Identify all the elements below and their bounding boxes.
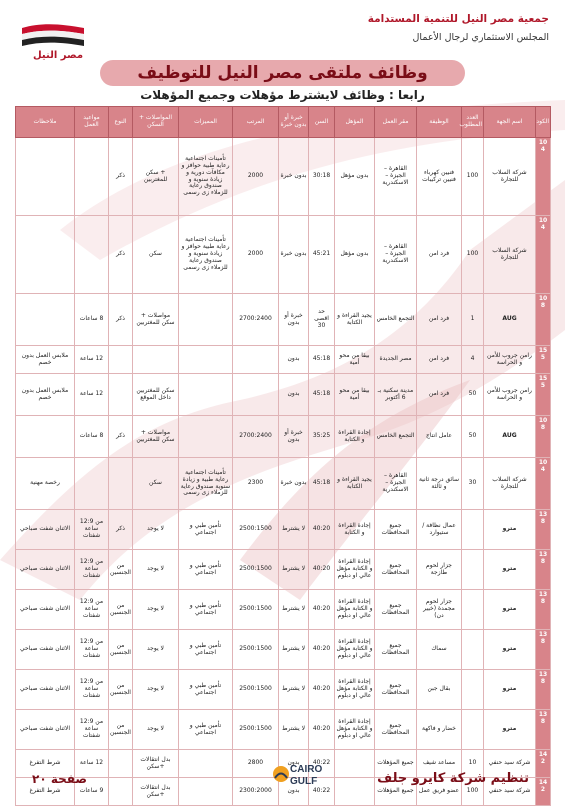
cell-notes xyxy=(16,138,75,216)
cell-benefits: تأمين طبي و اجتماعي xyxy=(179,550,233,590)
cell-place: التجمع الخامس xyxy=(375,416,417,458)
cell-count xyxy=(462,630,484,670)
cell-benefits: تأمينات اجتماعية رعاية طبية حوافز و زيادة سنوية و صندوق رعاية للزملاء زى رسمى xyxy=(179,216,233,294)
cell-transport: بدل انتقالات +سكن xyxy=(133,778,179,806)
table-row xyxy=(16,216,551,294)
column-header: مقر العمل xyxy=(375,107,417,138)
cell-notes: شرط التفرغ xyxy=(16,750,75,778)
cell-salary: 2500:1500 xyxy=(233,510,279,550)
cell-benefits: تأمين طبي و اجتماعي xyxy=(179,590,233,630)
cell-gender: ذكر xyxy=(109,510,133,550)
cell-company: مترو xyxy=(484,550,536,590)
cell-qual: إجادة القراءة و الكتابة مؤهل عالي او دبلوم xyxy=(335,630,375,670)
cell-company: شركة سيد حنفي xyxy=(484,778,536,806)
cell-exp: خبرة أو بدون xyxy=(279,416,309,458)
column-header: المميزات xyxy=(179,107,233,138)
cell-code: 142 xyxy=(536,750,551,778)
cell-notes: الاثنان شفت صباحي xyxy=(16,590,75,630)
cell-transport: بدل انتقالات +سكن xyxy=(133,750,179,778)
cell-qual: يجيد القراءة و الكتابة xyxy=(335,294,375,346)
cell-code: 138 xyxy=(536,550,551,590)
column-header: خبرة أو بدون خبرة xyxy=(279,107,309,138)
cell-notes: الاثنان شفت صباحي xyxy=(16,710,75,750)
cell-benefits xyxy=(179,778,233,806)
cell-notes: ملابس العمل بدون خصم xyxy=(16,374,75,416)
cell-count: 50 xyxy=(462,374,484,416)
cell-code: 138 xyxy=(536,630,551,670)
cell-age: 40:20 xyxy=(309,590,335,630)
cell-gender xyxy=(109,458,133,510)
column-header: السن xyxy=(309,107,335,138)
cell-hours: من 12:9 ساعة شفتات xyxy=(75,510,109,550)
cell-gender: من الجنسين xyxy=(109,550,133,590)
column-header: المواصلات + السكن xyxy=(133,107,179,138)
cell-transport: مواصلات + سكن للمغتربين xyxy=(133,294,179,346)
cell-transport: لا يوجد xyxy=(133,630,179,670)
cell-job: فنيين كهرباء فنيين تركيبات xyxy=(417,138,462,216)
cell-count: 100 xyxy=(462,138,484,216)
table-row xyxy=(16,510,551,550)
table-body xyxy=(16,138,551,806)
cell-salary: 2500:1500 xyxy=(233,590,279,630)
cell-gender xyxy=(109,346,133,374)
table-row xyxy=(16,374,551,416)
cell-exp: بدون xyxy=(279,374,309,416)
cell-salary: 2300:2000 xyxy=(233,778,279,806)
cell-hours xyxy=(75,458,109,510)
column-header: الكود xyxy=(536,107,551,138)
cell-job: بقال جبن xyxy=(417,670,462,710)
table-row xyxy=(16,630,551,670)
page-number: صفحة ٢٠ xyxy=(32,772,87,786)
cell-qual: إجادة القراءة و الكتابة مؤهل عالي او دبلوم xyxy=(335,550,375,590)
cell-qual: بدون مؤهل xyxy=(335,138,375,216)
cell-place: مصر الجديدة xyxy=(375,346,417,374)
cell-benefits: تأمينات اجتماعية رعاية طبية حوافز و مكافآت دورية و زيادة سنوية و صندوق رعاية للزملاء زى رسمى xyxy=(179,138,233,216)
column-header: اسم الجهة xyxy=(484,107,536,138)
column-header: المؤهل xyxy=(335,107,375,138)
cell-hours: من 12:9 ساعة شفتات xyxy=(75,670,109,710)
cell-gender: من الجنسين xyxy=(109,590,133,630)
cell-company: مترو xyxy=(484,590,536,630)
cell-code: 138 xyxy=(536,590,551,630)
cell-count: 1 xyxy=(462,294,484,346)
section-subtitle: رابعا : وظائف لايشترط مؤهلات وجميع المؤهلات xyxy=(140,88,425,102)
cell-exp: لا يشترط xyxy=(279,550,309,590)
cell-exp: بدون خبرة xyxy=(279,458,309,510)
cell-salary: 2700:2400 xyxy=(233,416,279,458)
cell-exp: بدون xyxy=(279,346,309,374)
cell-hours: من 12:9 ساعة شفتات xyxy=(75,710,109,750)
cell-qual: بيقا من محو أمية xyxy=(335,374,375,416)
cell-notes xyxy=(16,294,75,346)
column-header: المرتب xyxy=(233,107,279,138)
cell-qual: يجيد القراءة و الكتابة xyxy=(335,458,375,510)
cell-count xyxy=(462,670,484,710)
column-header: مواعيد العمل xyxy=(75,107,109,138)
cell-transport: لا يوجد xyxy=(133,550,179,590)
egypt-flag-logo xyxy=(14,20,100,62)
cell-age: 40:20 xyxy=(309,510,335,550)
cell-company: شركة السلاب للتجارة xyxy=(484,216,536,294)
cell-job: فرد امن xyxy=(417,346,462,374)
cell-hours: من 12:9 ساعة شفتات xyxy=(75,590,109,630)
cell-count: 10 xyxy=(462,750,484,778)
table-row xyxy=(16,138,551,216)
cell-benefits: تأمين طبي و اجتماعي xyxy=(179,510,233,550)
cell-qual: بيقا من محو أمية xyxy=(335,346,375,374)
cell-job: عامل انتاج xyxy=(417,416,462,458)
cell-age: 40:20 xyxy=(309,550,335,590)
cell-transport xyxy=(133,346,179,374)
cell-benefits: تأمينات اجتماعية رعاية طبية و زيادة سنوية صندوق رعاية للزملاء زى رسمى xyxy=(179,458,233,510)
cell-job: مساعد شيف xyxy=(417,750,462,778)
table-row xyxy=(16,710,551,750)
table-row xyxy=(16,294,551,346)
cell-company: شركة السلاب للتجارة xyxy=(484,458,536,510)
cell-code: 104 xyxy=(536,138,551,216)
org-name-line2: المجلس الاستثماري لرجال الأعمال xyxy=(412,32,549,43)
cell-age: 40:22 xyxy=(309,750,335,778)
cell-hours: من 12:9 ساعة شفتات xyxy=(75,630,109,670)
cairo-gulf-emblem-icon xyxy=(272,764,290,788)
cell-notes xyxy=(16,416,75,458)
cell-age: 40:20 xyxy=(309,630,335,670)
cell-gender: ذكر xyxy=(109,216,133,294)
table-row xyxy=(16,458,551,510)
cell-salary xyxy=(233,374,279,416)
cell-place: جميع المحافظات xyxy=(375,710,417,750)
cell-gender: ذكر xyxy=(109,416,133,458)
cell-age: 40:22 xyxy=(309,778,335,806)
cell-gender: من الجنسين xyxy=(109,710,133,750)
cell-qual xyxy=(335,778,375,806)
cell-company: مترو xyxy=(484,630,536,670)
cell-qual: إجادة القراءة و الكتابة مؤهل عالي او دبلوم xyxy=(335,670,375,710)
cell-code: 138 xyxy=(536,710,551,750)
cell-transport: + سكن للمغتربين xyxy=(133,138,179,216)
cell-count xyxy=(462,510,484,550)
cell-benefits: تأمين طبي و اجتماعي xyxy=(179,630,233,670)
cell-qual: إجادة القراءة و الكتابة مؤهل عالي او دبلوم xyxy=(335,710,375,750)
cell-code: 138 xyxy=(536,510,551,550)
cell-transport: سكن xyxy=(133,458,179,510)
cell-count: 100 xyxy=(462,216,484,294)
cell-hours: 12 ساعة xyxy=(75,374,109,416)
cell-count xyxy=(462,710,484,750)
cell-company: رامن جروب للأمن و الحراسة xyxy=(484,346,536,374)
cell-transport: لا يوجد xyxy=(133,510,179,550)
page-header xyxy=(0,0,565,61)
cell-salary: 2300 xyxy=(233,458,279,510)
column-header: الوظيفة xyxy=(417,107,462,138)
cell-gender xyxy=(109,750,133,778)
cell-qual: بدون مؤهل xyxy=(335,216,375,294)
logo-text: مصر النيل xyxy=(32,50,84,61)
cell-exp: لا يشترط xyxy=(279,590,309,630)
cell-benefits: تأمين طبي و اجتماعي xyxy=(179,710,233,750)
cell-age: 45:18 xyxy=(309,458,335,510)
cell-notes: الاثنان شفت صباحي xyxy=(16,630,75,670)
cell-transport: لا يوجد xyxy=(133,710,179,750)
cell-count xyxy=(462,550,484,590)
cell-gender: من الجنسين xyxy=(109,630,133,670)
table-row xyxy=(16,346,551,374)
cell-notes xyxy=(16,216,75,294)
cell-place: جميع المحافظات xyxy=(375,510,417,550)
cell-hours: 12 ساعة xyxy=(75,346,109,374)
cell-code: 108 xyxy=(536,416,551,458)
cell-qual: إجادة القراءة و الكتابة مؤهل عالي او دبلوم xyxy=(335,590,375,630)
cell-notes: ملابس العمل بدون خصم xyxy=(16,346,75,374)
cell-place: جميع المؤهلات xyxy=(375,778,417,806)
cell-job: خضار و فاكهة xyxy=(417,710,462,750)
table-row xyxy=(16,416,551,458)
cell-place: جميع المحافظات xyxy=(375,550,417,590)
cell-hours: 9 ساعات xyxy=(75,778,109,806)
table-row xyxy=(16,670,551,710)
cell-place: جميع المحافظات xyxy=(375,590,417,630)
cell-company: AUG xyxy=(484,416,536,458)
cell-job: جزار لحوم مجمدة (خيير دن) xyxy=(417,590,462,630)
cell-code: 104 xyxy=(536,458,551,510)
cell-salary: 2000 xyxy=(233,216,279,294)
cell-transport: سكن للمغتربين داخل الموقع xyxy=(133,374,179,416)
cell-qual: إجادة القراءة و الكتابة xyxy=(335,416,375,458)
cell-job: فرد امن xyxy=(417,374,462,416)
cell-salary xyxy=(233,346,279,374)
cell-transport: لا يوجد xyxy=(133,670,179,710)
cell-exp: بدون خبرة xyxy=(279,216,309,294)
cell-exp: بدون xyxy=(279,750,309,778)
cell-transport: لا يوجد xyxy=(133,590,179,630)
column-header: ملاحظات xyxy=(16,107,75,138)
cell-age: 40:20 xyxy=(309,710,335,750)
cell-company: AUG xyxy=(484,294,536,346)
cell-place: مدينة سكنية بـ 6 أكتوبر xyxy=(375,374,417,416)
cell-job: فرد امن xyxy=(417,294,462,346)
cell-count: 50 xyxy=(462,416,484,458)
cell-qual xyxy=(335,750,375,778)
cell-notes: شرط التفرغ xyxy=(16,778,75,806)
cell-hours: 8 ساعات xyxy=(75,416,109,458)
cell-salary: 2500:1500 xyxy=(233,630,279,670)
cell-hours xyxy=(75,138,109,216)
cell-benefits xyxy=(179,416,233,458)
cell-salary: 2000 xyxy=(233,138,279,216)
cell-count: 100 xyxy=(462,778,484,806)
cell-job: سماك xyxy=(417,630,462,670)
cell-code: 108 xyxy=(536,294,551,346)
cell-hours: من 12:9 ساعة شفتات xyxy=(75,550,109,590)
cell-code: 155 xyxy=(536,374,551,416)
cell-place: التجمع الخامس xyxy=(375,294,417,346)
cell-company: رامن جروب للأمن و الحراسة xyxy=(484,374,536,416)
cell-exp: لا يشترط xyxy=(279,670,309,710)
cell-place: القاهرة – الجيزة – الاسكندرية xyxy=(375,458,417,510)
cell-count: 30 xyxy=(462,458,484,510)
cell-salary: 2500:1500 xyxy=(233,550,279,590)
cell-gender: ذكر xyxy=(109,138,133,216)
cell-exp: بدون xyxy=(279,778,309,806)
cell-gender xyxy=(109,778,133,806)
cell-qual: إجادة القراءة و الكتابة xyxy=(335,510,375,550)
cell-age: 45:18 xyxy=(309,374,335,416)
cell-job: سائق درجة ثانية و ثالثة xyxy=(417,458,462,510)
cell-notes: الاثنان شفت صباحي xyxy=(16,510,75,550)
cairo-gulf-logo xyxy=(272,764,334,790)
cell-benefits xyxy=(179,750,233,778)
cell-age: 35:25 xyxy=(309,416,335,458)
cell-place: جميع المؤهلات xyxy=(375,750,417,778)
cell-salary: 2500:1500 xyxy=(233,670,279,710)
cell-place: القاهرة – الجيزة – الاسكندرية xyxy=(375,138,417,216)
cell-hours: 12 ساعة xyxy=(75,750,109,778)
cell-exp: لا يشترط xyxy=(279,630,309,670)
cell-age: 40:20 xyxy=(309,670,335,710)
cell-code: 138 xyxy=(536,670,551,710)
cell-notes: الاثنان شفت صباحي xyxy=(16,670,75,710)
cell-hours: 8 ساعات xyxy=(75,294,109,346)
cell-age: حد اقصى 30 xyxy=(309,294,335,346)
jobs-table xyxy=(15,106,551,806)
cell-gender xyxy=(109,374,133,416)
cell-company: مترو xyxy=(484,710,536,750)
cell-exp: خبرة أو بدون xyxy=(279,294,309,346)
cell-code: 142 xyxy=(536,778,551,806)
cell-notes: الاثنان شفت صباحي xyxy=(16,550,75,590)
cell-job: فرد امن xyxy=(417,216,462,294)
cell-code: 155 xyxy=(536,346,551,374)
cell-gender: من الجنسين xyxy=(109,670,133,710)
cell-hours xyxy=(75,216,109,294)
cell-exp: لا يشترط xyxy=(279,510,309,550)
cell-gender: ذكر xyxy=(109,294,133,346)
column-header: النوع xyxy=(109,107,133,138)
cell-job: عضو فريق عمل xyxy=(417,778,462,806)
cell-benefits xyxy=(179,346,233,374)
cell-age: 30:18 xyxy=(309,138,335,216)
cell-transport: سكن xyxy=(133,216,179,294)
cell-exp: لا يشترط xyxy=(279,710,309,750)
cell-salary: 2700:2400 xyxy=(233,294,279,346)
cell-code: 104 xyxy=(536,216,551,294)
cell-age: 45:21 xyxy=(309,216,335,294)
organizer-text: تنظيم شركة كايرو جلف xyxy=(377,771,529,786)
cell-company: شركة السلاب للتجارة xyxy=(484,138,536,216)
cell-count: 4 xyxy=(462,346,484,374)
cell-job: جزار لحوم طازجة xyxy=(417,550,462,590)
cell-transport: مواصلات + سكن للمغتربين xyxy=(133,416,179,458)
table-header-row xyxy=(16,107,551,138)
cell-company: مترو xyxy=(484,510,536,550)
cell-benefits xyxy=(179,294,233,346)
logo-line2: GULF xyxy=(290,776,318,787)
cell-place: جميع المحافظات xyxy=(375,630,417,670)
cell-salary: 2500:1500 xyxy=(233,710,279,750)
cell-benefits xyxy=(179,374,233,416)
cell-company: شركة سيد حنفي xyxy=(484,750,536,778)
cell-age: 45:18 xyxy=(309,346,335,374)
table-row xyxy=(16,550,551,590)
cell-place: جميع المحافظات xyxy=(375,670,417,710)
org-name-line1: جمعية مصر النيل للتنمية المستدامة xyxy=(367,13,549,25)
cell-salary: 2800 xyxy=(233,750,279,778)
column-header: العدد المطلوب xyxy=(462,107,484,138)
table-row xyxy=(16,590,551,630)
cell-place: القاهرة – الجيزة – الاسكندرية xyxy=(375,216,417,294)
logo-line1: CAIRO xyxy=(290,764,323,775)
cell-exp: بدون خبرة xyxy=(279,138,309,216)
cell-count xyxy=(462,590,484,630)
cell-job: عمال نظافة / ستيوارد xyxy=(417,510,462,550)
page-title-banner: وظائف ملتقى مصر النيل للتوظيف xyxy=(100,60,465,86)
cell-notes: رخصة مهنية xyxy=(16,458,75,510)
cell-benefits: تأمين طبي و اجتماعي xyxy=(179,670,233,710)
cell-company: مترو xyxy=(484,670,536,710)
